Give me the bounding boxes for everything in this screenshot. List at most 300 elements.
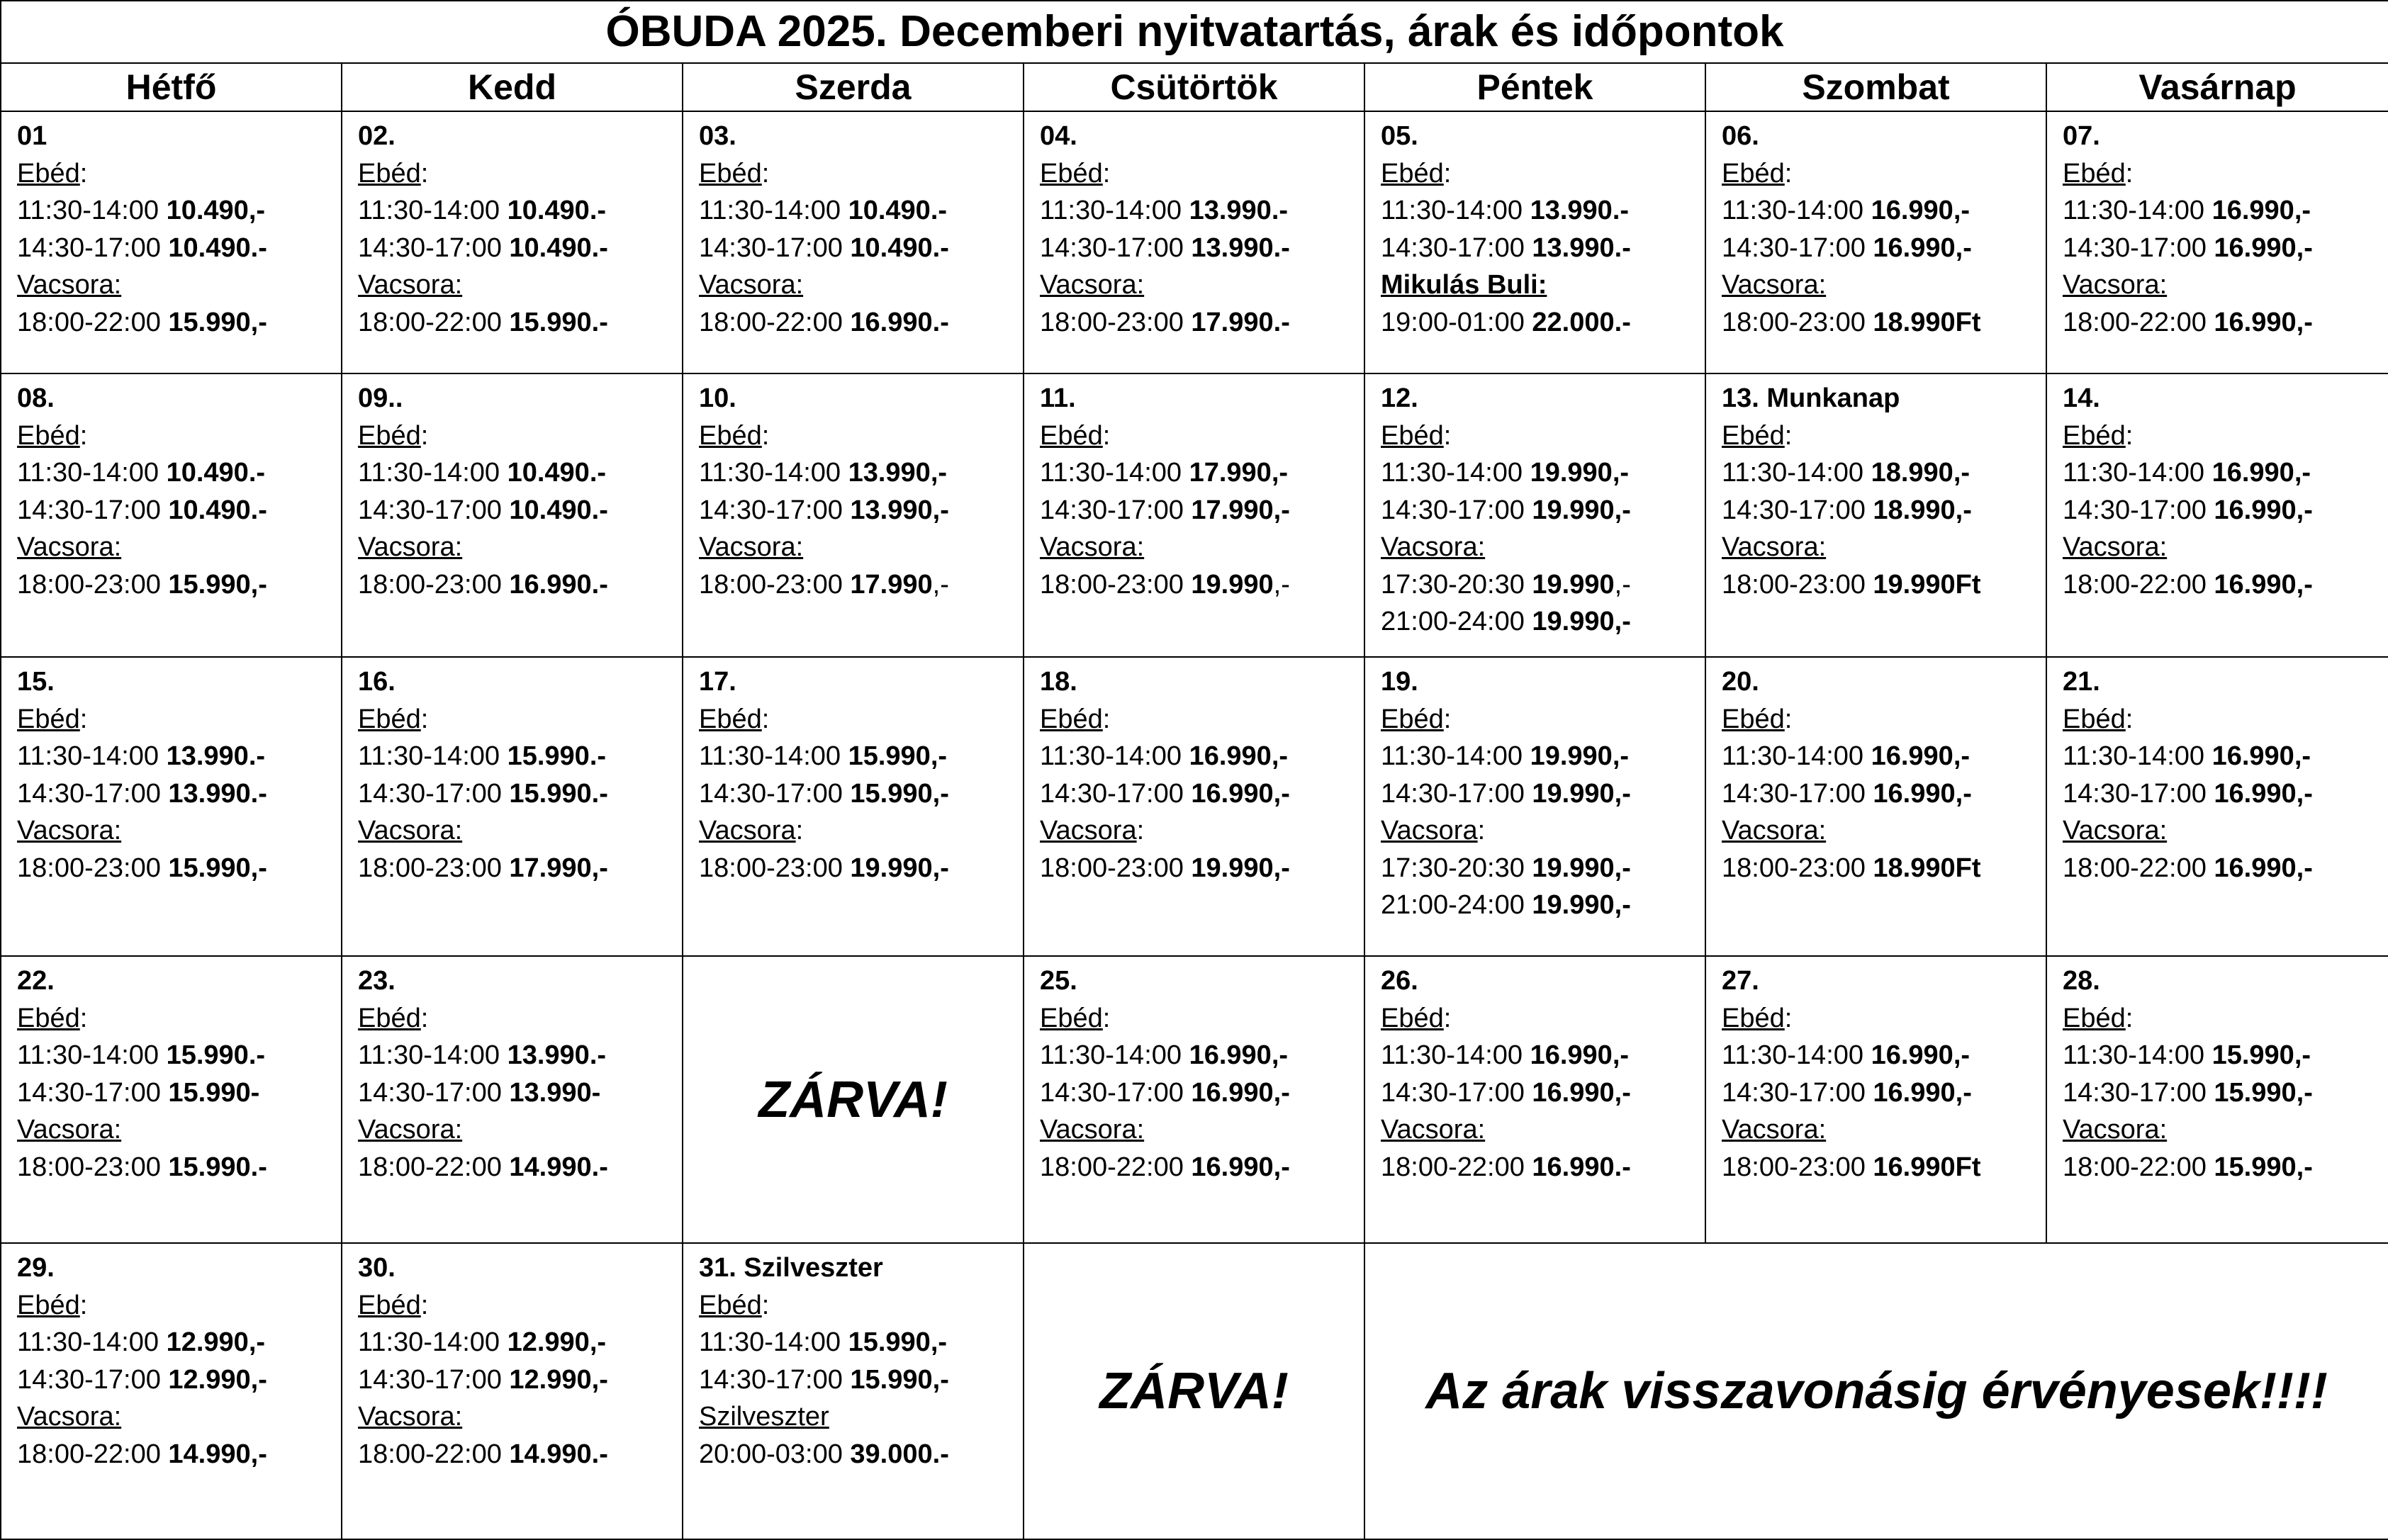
- schedule-line: [1381, 1000, 1705, 1038]
- time-range: 11:30-14:00: [17, 458, 159, 488]
- price: 16.990,-: [2214, 569, 2313, 600]
- schedule-line: [17, 850, 341, 887]
- meal-label-separator: :: [1784, 1003, 1793, 1033]
- meal-label: Vacsora:: [1722, 532, 1827, 562]
- time-range: 14:30-17:00: [358, 1364, 502, 1395]
- price: 13.990.-: [168, 778, 267, 809]
- price: 16.990,-: [2212, 741, 2311, 771]
- meal-label: Vacsora:: [2063, 816, 2168, 845]
- price: 19.990,-: [1532, 495, 1631, 525]
- meal-label-separator: :: [79, 158, 88, 189]
- schedule-line: [699, 454, 1023, 492]
- time-range: 14:30-17:00: [1040, 495, 1184, 525]
- meal-label: Szilveszter: [699, 1402, 829, 1432]
- schedule-line: [1040, 529, 1364, 566]
- schedule-line: [699, 566, 1023, 604]
- time-range: 14:30-17:00: [17, 778, 161, 809]
- price: 16.990,-: [2212, 458, 2311, 488]
- price: 13.990-: [509, 1077, 601, 1108]
- meal-label: Ebéd: [699, 704, 762, 734]
- day-cell: [1, 1243, 342, 1539]
- day-cell: [1364, 373, 1705, 657]
- schedule-line: [699, 417, 1023, 455]
- meal-label: Vacsora:: [1722, 270, 1827, 300]
- meal-label-separator: :: [79, 420, 88, 451]
- time-range: 11:30-14:00: [699, 196, 841, 225]
- meal-label: Vacsora:: [1040, 1115, 1145, 1145]
- schedule-line: [17, 1287, 341, 1325]
- time-range: 14:30-17:00: [17, 232, 161, 263]
- price: 15.990,-: [848, 1327, 948, 1357]
- schedule-line: [1040, 454, 1364, 492]
- meal-label: Ebéd: [1381, 158, 1444, 189]
- price: 18.990Ft: [1873, 853, 1981, 883]
- schedule-line: [1722, 738, 2046, 775]
- time-range: 11:30-14:00: [2063, 1040, 2205, 1070]
- schedule-line: [2063, 454, 2388, 492]
- day-cell: [683, 1243, 1024, 1539]
- meal-label: Ebéd: [358, 420, 421, 451]
- time-range: 18:00-22:00: [1040, 1152, 1184, 1182]
- meal-label: Ebéd: [1722, 1003, 1785, 1033]
- time-range: 14:30-17:00: [1722, 778, 1866, 809]
- price: 10.490.-: [848, 196, 948, 225]
- price: 16.990,-: [1189, 741, 1289, 771]
- price: 16.990,-: [1191, 778, 1290, 809]
- time-range: 14:30-17:00: [699, 232, 843, 263]
- schedule-line: [1381, 1111, 1705, 1149]
- weekday-header-row: [1, 63, 2388, 111]
- meal-label-separator: :: [420, 158, 429, 189]
- price-suffix: ,-: [1273, 569, 1290, 600]
- time-range: 21:00-24:00: [1381, 890, 1525, 920]
- weekday-header: Kedd: [342, 63, 683, 111]
- meal-label: Ebéd: [1040, 704, 1103, 734]
- price: 13.990.-: [1530, 196, 1630, 225]
- meal-label-separator: :: [795, 816, 804, 845]
- day-date: 31. Szilveszter: [699, 1253, 883, 1283]
- price: 17.990.-: [1191, 307, 1290, 337]
- schedule-line: [17, 417, 341, 455]
- price: 16.990,-: [1871, 196, 1971, 225]
- meal-label-separator: :: [1443, 158, 1452, 189]
- meal-label-separator: :: [1443, 704, 1452, 734]
- meal-label: Vacsora:: [17, 1115, 122, 1145]
- meal-label-separator: :: [420, 1290, 429, 1320]
- time-range: 11:30-14:00: [17, 741, 159, 771]
- time-range: 21:00-24:00: [1381, 607, 1525, 636]
- time-range: 14:30-17:00: [1381, 778, 1525, 809]
- weekday-header: Szerda: [683, 63, 1024, 111]
- schedule-line: [2063, 266, 2388, 304]
- time-range: 11:30-14:00: [17, 1040, 159, 1070]
- meal-label: Ebéd: [17, 704, 80, 734]
- schedule-line: [1722, 1037, 2046, 1074]
- meal-label: Vacsora:: [2063, 1115, 2168, 1145]
- price: 10.490.-: [168, 232, 267, 263]
- schedule-line: [1381, 775, 1705, 813]
- price: 10.490.-: [507, 196, 607, 225]
- price: 19.990,-: [1530, 458, 1630, 488]
- meal-label-separator: :: [761, 420, 770, 451]
- price: 14.990,-: [168, 1439, 267, 1469]
- price: 15.990,-: [168, 307, 267, 337]
- day-cell: [1364, 657, 1705, 956]
- price: 19.990,-: [850, 853, 949, 883]
- time-range: 14:30-17:00: [1040, 232, 1184, 263]
- price: 16.990,-: [1191, 1077, 1290, 1108]
- day-date: 05.: [1381, 121, 1418, 151]
- meal-label: Vacsora:: [358, 1402, 463, 1432]
- price: 19.990,-: [1532, 853, 1631, 883]
- time-range: 14:30-17:00: [358, 495, 502, 525]
- price: 10.490.-: [850, 232, 949, 263]
- time-range: 11:30-14:00: [699, 458, 841, 488]
- closed-day-cell: ZÁRVA!: [683, 956, 1024, 1243]
- time-range: 14:30-17:00: [2063, 1077, 2207, 1108]
- price-validity-notice: Az árak visszavonásig érvényesek!!!!: [1364, 1243, 2388, 1539]
- schedule-line: [1722, 304, 2046, 342]
- meal-label: Vacsora: [699, 816, 796, 845]
- meal-label: Vacsora: [1381, 816, 1478, 845]
- time-range: 18:00-22:00: [17, 307, 161, 337]
- schedule-line: [1381, 1037, 1705, 1074]
- meal-label: Ebéd: [17, 1290, 80, 1320]
- schedule-line: [358, 192, 682, 230]
- schedule-line: [2063, 775, 2388, 813]
- day-cell: [683, 373, 1024, 657]
- meal-label-separator: :: [761, 158, 770, 189]
- day-date: 19.: [1381, 667, 1418, 697]
- schedule-line: [1040, 192, 1364, 230]
- schedule-line: [1381, 603, 1705, 641]
- time-range: 14:30-17:00: [699, 778, 843, 809]
- schedule-line: [1722, 529, 2046, 566]
- price: 15.990,-: [850, 1364, 949, 1395]
- schedule-line: [358, 1111, 682, 1149]
- meal-label: Vacsora:: [1040, 270, 1145, 300]
- price: 16.990,-: [1871, 741, 1971, 771]
- time-range: 11:30-14:00: [1381, 458, 1523, 488]
- day-cell: [1024, 657, 1364, 956]
- time-range: 19:00-01:00: [1381, 307, 1525, 337]
- schedule-line: [2063, 1000, 2388, 1038]
- time-range: 18:00-23:00: [17, 569, 161, 600]
- price: 19.990: [1191, 569, 1274, 600]
- time-range: 18:00-23:00: [358, 569, 502, 600]
- day-date: 29.: [17, 1253, 55, 1283]
- day-date: 18.: [1040, 667, 1077, 697]
- time-range: 11:30-14:00: [17, 196, 159, 225]
- meal-label-separator: :: [1784, 704, 1793, 734]
- schedule-line: [1381, 192, 1705, 230]
- time-range: 18:00-22:00: [17, 1439, 161, 1469]
- schedule-line: [1040, 566, 1364, 604]
- schedule-line: [2063, 1111, 2388, 1149]
- day-cell: [1, 111, 342, 373]
- price: 13.990,-: [850, 495, 949, 525]
- schedule-line: [1040, 492, 1364, 529]
- schedule-line: [1381, 850, 1705, 887]
- time-range: 18:00-22:00: [2063, 307, 2207, 337]
- price: 15.990.-: [509, 778, 608, 809]
- time-range: 18:00-23:00: [17, 853, 161, 883]
- price: 19.990,-: [1530, 741, 1630, 771]
- price: 10.490.-: [166, 458, 266, 488]
- day-cell: [2046, 111, 2388, 373]
- day-date: 30.: [358, 1253, 396, 1283]
- meal-label: Vacsora:: [358, 270, 463, 300]
- schedule-line: [699, 812, 1023, 850]
- schedule-line: [2063, 738, 2388, 775]
- day-date: 02.: [358, 121, 396, 151]
- day-date: 01: [17, 121, 47, 151]
- schedule-line: [2063, 812, 2388, 850]
- price: 10.490.-: [168, 495, 267, 525]
- schedule-line: [1722, 1074, 2046, 1112]
- meal-label: Vacsora:: [1722, 1115, 1827, 1145]
- schedule-line: [17, 566, 341, 604]
- time-range: 14:30-17:00: [1722, 495, 1866, 525]
- meal-label-separator: :: [761, 1290, 770, 1320]
- schedule-line: [1040, 775, 1364, 813]
- time-range: 18:00-23:00: [1722, 569, 1866, 600]
- price: 19.990,-: [1532, 607, 1631, 636]
- time-range: 11:30-14:00: [699, 741, 841, 771]
- price: 17.990,-: [509, 853, 608, 883]
- schedule-line: [17, 304, 341, 342]
- time-range: 11:30-14:00: [1722, 1040, 1864, 1070]
- price: 13.990.-: [1189, 196, 1289, 225]
- schedule-line: [1381, 738, 1705, 775]
- price: 15.990,-: [2214, 1077, 2313, 1108]
- day-date: 03.: [699, 121, 736, 151]
- schedule-line: [1722, 155, 2046, 193]
- price: 15.990,-: [848, 741, 948, 771]
- schedule-line: [17, 1324, 341, 1361]
- day-date: 15.: [17, 667, 55, 697]
- day-date: 13. Munkanap: [1722, 383, 1900, 413]
- schedule-line: [699, 266, 1023, 304]
- time-range: 11:30-14:00: [17, 1327, 159, 1357]
- schedule-line: [1722, 701, 2046, 738]
- time-range: 18:00-22:00: [2063, 569, 2207, 600]
- time-range: 18:00-23:00: [1722, 853, 1866, 883]
- time-range: 11:30-14:00: [2063, 458, 2205, 488]
- schedule-line: [1722, 230, 2046, 267]
- price: 13.990.-: [1191, 232, 1290, 263]
- schedule-line: [358, 738, 682, 775]
- meal-label: Ebéd: [358, 704, 421, 734]
- time-range: 14:30-17:00: [699, 1364, 843, 1395]
- week-row: [1, 956, 2388, 1243]
- price: 10.490.-: [509, 495, 608, 525]
- schedule-line: [358, 1436, 682, 1473]
- schedule-line: [699, 1287, 1023, 1325]
- price: 10.490,-: [166, 196, 266, 225]
- day-date: 21.: [2063, 667, 2100, 697]
- price: 15.990,-: [2212, 1040, 2311, 1070]
- schedule-line: [699, 850, 1023, 887]
- time-range: 14:30-17:00: [2063, 495, 2207, 525]
- weekday-header: Péntek: [1364, 63, 1705, 111]
- time-range: 14:30-17:00: [1040, 778, 1184, 809]
- price: 19.990,-: [1532, 890, 1631, 920]
- time-range: 11:30-14:00: [699, 1327, 841, 1357]
- schedule-line: [1040, 701, 1364, 738]
- schedule-line: [2063, 529, 2388, 566]
- meal-label: Vacsora:: [2063, 270, 2168, 300]
- price: 15.990,-: [850, 778, 949, 809]
- time-range: 14:30-17:00: [1381, 1077, 1525, 1108]
- schedule-line: [1040, 812, 1364, 850]
- price: 19.990,-: [1191, 853, 1290, 883]
- time-range: 11:30-14:00: [358, 458, 500, 488]
- day-cell: [1, 657, 342, 956]
- schedule-line: [358, 775, 682, 813]
- meal-label-separator: :: [420, 1003, 429, 1033]
- time-range: 14:30-17:00: [17, 1364, 161, 1395]
- schedule-line: [1722, 492, 2046, 529]
- schedule-line: [358, 812, 682, 850]
- day-cell: [342, 111, 683, 373]
- day-date: 25.: [1040, 966, 1077, 996]
- day-cell: [342, 373, 683, 657]
- schedule-line: [1381, 812, 1705, 850]
- meal-label-separator: :: [420, 704, 429, 734]
- time-range: 14:30-17:00: [1722, 232, 1866, 263]
- price-suffix: ,-: [932, 569, 949, 600]
- schedule-line: [2063, 566, 2388, 604]
- day-date: 04.: [1040, 121, 1077, 151]
- closed-day-cell: ZÁRVA!: [1024, 1243, 1364, 1539]
- schedule-line: [2063, 155, 2388, 193]
- meal-label: Ebéd: [1722, 420, 1785, 451]
- time-range: 14:30-17:00: [1381, 232, 1525, 263]
- time-range: 11:30-14:00: [1722, 458, 1864, 488]
- schedule-line: [2063, 192, 2388, 230]
- price: 19.990: [1532, 569, 1615, 600]
- schedule-line: [1381, 566, 1705, 604]
- day-date: 12.: [1381, 383, 1418, 413]
- time-range: 11:30-14:00: [1040, 741, 1182, 771]
- schedule-line: [17, 266, 341, 304]
- day-date: 16.: [358, 667, 396, 697]
- time-range: 18:00-23:00: [1722, 307, 1866, 337]
- time-range: 11:30-14:00: [358, 1327, 500, 1357]
- schedule-line: [1722, 566, 2046, 604]
- meal-label: Vacsora:: [358, 532, 463, 562]
- day-date: 14.: [2063, 383, 2100, 413]
- day-cell: [2046, 657, 2388, 956]
- meal-label: Ebéd: [1722, 158, 1785, 189]
- meal-label: Ebéd: [358, 1290, 421, 1320]
- price: 18.990Ft: [1873, 307, 1981, 337]
- page-title: ÓBUDA 2025. Decemberi nyitvatartás, árak és időpontok: [1, 1, 2388, 63]
- day-date: 22.: [17, 966, 55, 996]
- day-cell: [1705, 657, 2046, 956]
- day-date: 28.: [2063, 966, 2100, 996]
- schedule-line: [1040, 738, 1364, 775]
- schedule-line: [358, 1287, 682, 1325]
- schedule-line: [1040, 1111, 1364, 1149]
- day-cell: [1364, 956, 1705, 1243]
- day-cell: [342, 1243, 683, 1539]
- price: 18.990,-: [1871, 458, 1971, 488]
- meal-label-separator: :: [79, 1003, 88, 1033]
- schedule-line: [699, 738, 1023, 775]
- day-date: 10.: [699, 383, 736, 413]
- time-range: 14:30-17:00: [358, 778, 502, 809]
- day-cell: [1, 373, 342, 657]
- meal-label: Vacsora:: [1040, 532, 1145, 562]
- time-range: 11:30-14:00: [1722, 741, 1864, 771]
- meal-label: Vacsora:: [17, 270, 122, 300]
- schedule-line: [17, 454, 341, 492]
- schedule-line: [699, 1398, 1023, 1436]
- schedule-line: [2063, 1149, 2388, 1186]
- meal-label: Ebéd: [1722, 704, 1785, 734]
- schedule-line: [358, 701, 682, 738]
- schedule-line: [358, 1361, 682, 1399]
- price: 16.990,-: [1191, 1152, 1290, 1182]
- schedule-line: [17, 1111, 341, 1149]
- schedule-line: [358, 1037, 682, 1074]
- schedule-line: [17, 812, 341, 850]
- price: 15.990.-: [509, 307, 608, 337]
- time-range: 11:30-14:00: [358, 196, 500, 225]
- price: 16.990,-: [2214, 232, 2313, 263]
- meal-label: Ebéd: [699, 1290, 762, 1320]
- schedule-line: [2063, 304, 2388, 342]
- schedule-line: [1722, 417, 2046, 455]
- meal-label-separator: :: [1443, 1003, 1452, 1033]
- meal-label-separator: :: [1477, 816, 1486, 845]
- schedule-line: [17, 1361, 341, 1399]
- meal-label: Ebéd: [358, 158, 421, 189]
- schedule-line: [2063, 850, 2388, 887]
- time-range: 18:00-22:00: [358, 1152, 502, 1182]
- schedule-line: [1381, 230, 1705, 267]
- day-cell: [1705, 373, 2046, 657]
- schedule-line: [1381, 492, 1705, 529]
- day-cell: [342, 956, 683, 1243]
- schedule-line: [17, 192, 341, 230]
- schedule-line: [17, 529, 341, 566]
- schedule-line: [1040, 850, 1364, 887]
- day-date: 11.: [1040, 383, 1076, 413]
- day-date: 26.: [1381, 966, 1418, 996]
- day-date: 08.: [17, 383, 55, 413]
- schedule-line: [17, 1436, 341, 1473]
- meal-label-separator: :: [1102, 420, 1111, 451]
- time-range: 18:00-23:00: [1040, 569, 1184, 600]
- schedule-line: [1381, 304, 1705, 342]
- time-range: 14:30-17:00: [1722, 1077, 1866, 1108]
- schedule-line: [1040, 304, 1364, 342]
- day-date: 07.: [2063, 121, 2100, 151]
- price: 16.990,-: [1873, 1077, 1972, 1108]
- schedule-line: [1722, 1000, 2046, 1038]
- time-range: 14:30-17:00: [1040, 1077, 1184, 1108]
- price: 16.990,-: [2214, 853, 2313, 883]
- schedule-line: [2063, 1037, 2388, 1074]
- price: 13.990.-: [1532, 232, 1631, 263]
- schedule-line: [699, 230, 1023, 267]
- meal-label-separator: :: [79, 1290, 88, 1320]
- day-date: 06.: [1722, 121, 1759, 151]
- time-range: 18:00-23:00: [1040, 853, 1184, 883]
